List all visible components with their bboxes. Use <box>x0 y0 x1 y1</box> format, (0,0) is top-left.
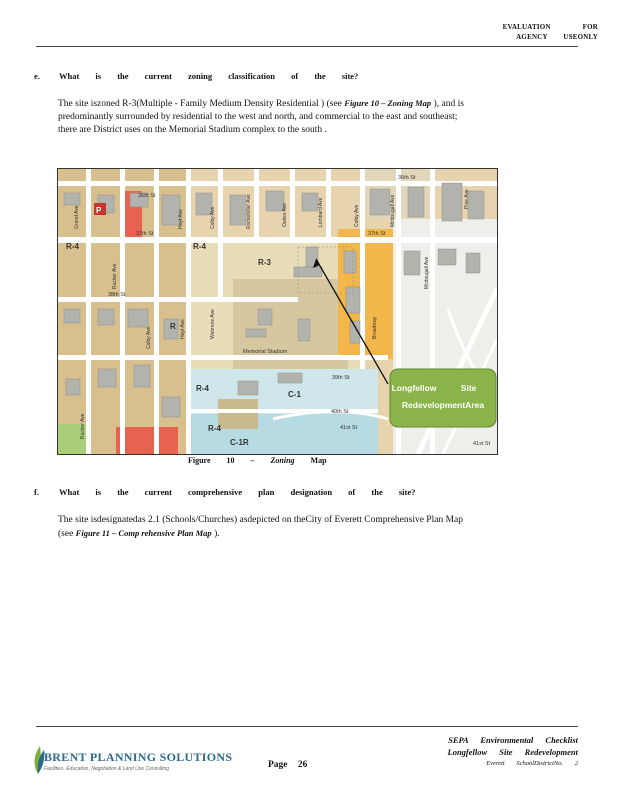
label-colby-ave-2: Colby Ave <box>146 326 152 349</box>
answer-e-figure-ref: Figure 10 – Zoning Map <box>344 98 432 108</box>
question-f <box>34 487 574 499</box>
answer-f-text-1: The site isdesignatedas 2.1 (Schools/Churches) asdepicted on theCity of Everett Comprehensive Plan Map (see <box>58 515 463 539</box>
label-41st-st: 41st St <box>340 425 358 431</box>
label-36th-st-west: 36th St <box>138 193 156 199</box>
callout-line-1: Longfellow Site <box>391 383 477 393</box>
label-39th-st: 39th St <box>332 375 350 381</box>
question-f-text: What is the current comprehensive plan designation of the site? <box>59 487 416 497</box>
zone-r3: R-3 <box>258 258 271 267</box>
evaluation-box <box>488 22 598 42</box>
footer-rule <box>36 726 578 727</box>
question-e <box>34 71 574 83</box>
document-info <box>398 734 578 770</box>
caption-suffix: Map <box>294 456 327 465</box>
svg-text:P: P <box>96 206 102 215</box>
question-e-text: What is the current zoning classification of the site? <box>59 71 359 81</box>
caption-title: Zoning <box>270 456 295 465</box>
label-lombard-ave: Lombard Ave <box>318 197 324 227</box>
answer-f-text-2: ). <box>211 529 220 539</box>
zoning-map <box>57 168 498 455</box>
zoning-map-graphic <box>58 169 497 454</box>
header-rule <box>36 46 578 47</box>
answer-e-text-1: The site iszoned R-3(Multiple - Family Medium Density Residential ) (see <box>58 99 345 109</box>
label-38th-st: 38th St <box>108 292 126 298</box>
label-broadway: Broadway <box>372 316 378 339</box>
answer-f-paragraph <box>58 514 468 541</box>
zone-r4-d: R-4 <box>208 424 221 433</box>
zone-r4-b: R-4 <box>193 242 206 251</box>
logo-company-name: BRENT PLANNING SOLUTIONS <box>44 750 233 764</box>
page-number: Page 26 <box>268 760 308 770</box>
zone-r4-c: R-4 <box>196 384 209 393</box>
doc-subtitle: Longfellow Site Redevelopment <box>447 747 578 757</box>
label-36th-st: 36th St <box>398 175 416 181</box>
label-memorial-stadium: Memorial Stadium <box>243 349 288 355</box>
answer-f-figure-ref: Figure 11 – Comp rehensive Plan Map <box>75 528 212 538</box>
label-40th-st: 40th St <box>331 409 349 415</box>
doc-district: Everett SchoolDistrictNo. 2 <box>486 760 578 767</box>
eval-line-1: EVALUATION FOR <box>502 23 598 31</box>
answer-e-text-2: ), and is predominantly surrounded by residential to the west and north, and commercial to the east and southeast; there are District uses on the Memorial Stadium complex to the south . <box>58 99 464 135</box>
label-rockefeller-ave: Rockefeller Ave <box>246 194 252 229</box>
zone-r: R <box>170 322 176 331</box>
logo-tagline: Facilities, Education, Negotiation & Land Use Consulting <box>44 766 170 772</box>
label-grand-ave: Grand Ave <box>74 205 80 229</box>
label-colby-ave: Colby Ave <box>210 206 216 229</box>
label-37th-st: 37th St <box>136 231 154 237</box>
caption-prefix: Figure 10 – <box>188 456 271 465</box>
label-pine-ave: Pine Ave <box>464 189 470 209</box>
label-mcdougall-ave-2: Mcdougall Ave <box>424 256 430 289</box>
zone-r4-a: R-4 <box>66 242 79 251</box>
zone-c1: C-1 <box>288 390 301 399</box>
label-wetmore-ave: Wetmore Ave <box>210 309 216 339</box>
question-e-marker: e. <box>34 71 40 81</box>
answer-e-paragraph <box>58 97 468 137</box>
eval-line-2: AGENCY USEONLY <box>516 33 598 41</box>
label-mcdougall-ave: Mcdougall Ave <box>390 194 396 227</box>
question-f-marker: f. <box>34 487 39 497</box>
zone-c1r: C-1R <box>230 438 249 447</box>
label-rucker-ave-2: Rucker Ave <box>80 413 86 439</box>
label-hoyt-ave: Hoyt Ave <box>178 209 184 229</box>
label-colby-ave-3: Colby Ave <box>354 204 360 227</box>
label-41st-st-east: 41st St <box>473 441 491 447</box>
label-hoyt-ave-2: Hoyt Ave <box>180 319 186 339</box>
figure-caption <box>188 456 327 465</box>
doc-title: SEPA Environmental Checklist <box>448 735 578 745</box>
company-logo <box>28 738 233 778</box>
callout-line-2: RedevelopmentArea <box>401 400 485 410</box>
label-oakes-ave: Oakes Ave <box>282 202 288 227</box>
label-rucker-ave: Rucker Ave <box>112 263 118 289</box>
label-37th-st-east: 37th St <box>368 231 386 237</box>
